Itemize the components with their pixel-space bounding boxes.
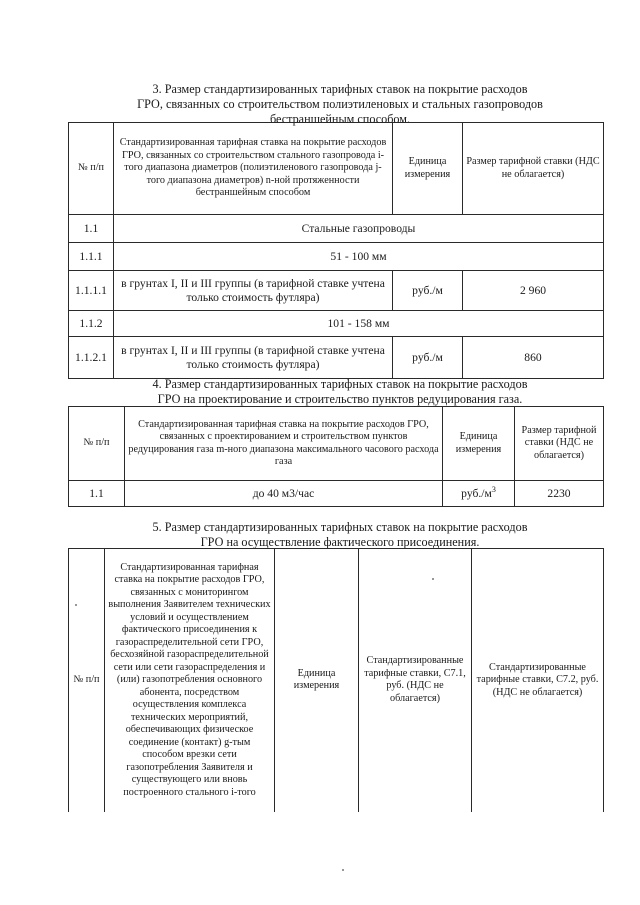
table-row xyxy=(69,311,604,337)
row-description: до 40 м3/час xyxy=(125,481,443,507)
section-5-heading-line1: 5. Размер стандартизированных тарифных ставок на покрытие расходов xyxy=(152,520,528,534)
header-rate: Размер тарифной ставки (НДС не облагается) xyxy=(515,407,604,481)
row-unit: руб./м xyxy=(393,271,463,311)
header-num: № п/п xyxy=(69,549,105,812)
table-header-row xyxy=(69,123,604,215)
row-num: 1.1 xyxy=(69,481,125,507)
section-4-table xyxy=(68,406,604,507)
row-num: 1.1.2.1 xyxy=(69,337,114,379)
section-3-heading-line2: ГРО, связанных со строительством полиэтиленовых и стальных газопроводов xyxy=(137,97,543,111)
section-5-table xyxy=(68,548,604,812)
scan-speck xyxy=(432,578,434,580)
table-row xyxy=(69,271,604,311)
row-num: 1.1.1 xyxy=(69,243,114,271)
row-group-label: Стальные газопроводы xyxy=(114,215,604,243)
table-row xyxy=(69,215,604,243)
table-row xyxy=(69,337,604,379)
row-num: 1.1 xyxy=(69,215,114,243)
row-num: 1.1.2 xyxy=(69,311,114,337)
table-header-row xyxy=(69,549,604,812)
row-group-label: 101 - 158 мм xyxy=(114,311,604,337)
section-5-heading xyxy=(60,520,620,550)
row-description: в грунтах I, II и III группы (в тарифной ставке учтена только стоимость футляра) xyxy=(114,271,393,311)
row-description: в грунтах I, II и III группы (в тарифной ставке учтена только стоимость футляра) xyxy=(114,337,393,379)
section-3-table xyxy=(68,122,604,379)
section-3-heading-line3: бестраншейным способом. xyxy=(269,112,411,126)
row-unit-text: руб./м xyxy=(461,486,492,500)
header-description: Стандартизированная тарифная ставка на покрытие расходов ГРО, связанных со строительством стального газопровода i-того диапазона диаметров (полиэтиленового газопровода j-того диапазона диаметров) n-ной протяженности бестраншейным способом xyxy=(114,123,393,215)
table-header-row xyxy=(69,407,604,481)
section-3-heading-line1: 3. Размер стандартизированных тарифных ставок на покрытие расходов xyxy=(152,82,528,96)
scan-speck xyxy=(342,869,344,871)
row-rate: 860 xyxy=(463,337,604,379)
header-unit: Единица измерения xyxy=(275,549,359,812)
row-num: 1.1.1.1 xyxy=(69,271,114,311)
row-unit xyxy=(443,481,515,507)
scan-speck xyxy=(75,604,77,606)
section-4-heading-line2: ГРО на проектирование и строительство пунктов редуцирования газа. xyxy=(157,392,523,406)
header-unit: Единица измерения xyxy=(393,123,463,215)
header-description: Стандартизированная тарифная ставка на покрытие расходов ГРО, связанных с мониторингом выполнения Заявителем технических условий и осуществлением фактического присоединения к газораспределительной сети ГРО, бесхозяйной газораспределительной сети или сети газораспределения и (или) газопотребления основного абонента, посредством осуществления комплекса технических мероприятий, обеспечивающих физическое соединение (контакт) g-тым способом врезки сети газопотребления Заявителя и существующего или вновь построенного стального i-того xyxy=(105,549,275,812)
row-rate: 2 960 xyxy=(463,271,604,311)
table-row xyxy=(69,243,604,271)
section-4-heading xyxy=(60,377,620,407)
row-group-label: 51 - 100 мм xyxy=(114,243,604,271)
header-rate-c72: Стандартизированные тарифные ставки, С7.2, руб. (НДС не облагается) xyxy=(472,549,604,812)
header-rate: Размер тарифной ставки (НДС не облагается) xyxy=(463,123,604,215)
header-num: № п/п xyxy=(69,123,114,215)
section-4-heading-line1: 4. Размер стандартизированных тарифных ставок на покрытие расходов xyxy=(152,377,528,391)
row-unit: руб./м xyxy=(393,337,463,379)
header-num: № п/п xyxy=(69,407,125,481)
header-description: Стандартизированная тарифная ставка на покрытие расходов ГРО, связанных с проектированием и строительством пунктов редуцирования газа m-ного диапазона максимального часового расхода газа xyxy=(125,407,443,481)
row-rate: 2230 xyxy=(515,481,604,507)
header-unit: Единица измерения xyxy=(443,407,515,481)
section-3-heading xyxy=(60,82,620,127)
table-row xyxy=(69,481,604,507)
row-unit-superscript: 3 xyxy=(491,484,496,494)
section-5-heading-line2: ГРО на осуществление фактического присоединения. xyxy=(200,535,480,549)
header-rate-c71: Стандартизированные тарифные ставки, С7.1, руб. (НДС не облагается) xyxy=(359,549,472,812)
